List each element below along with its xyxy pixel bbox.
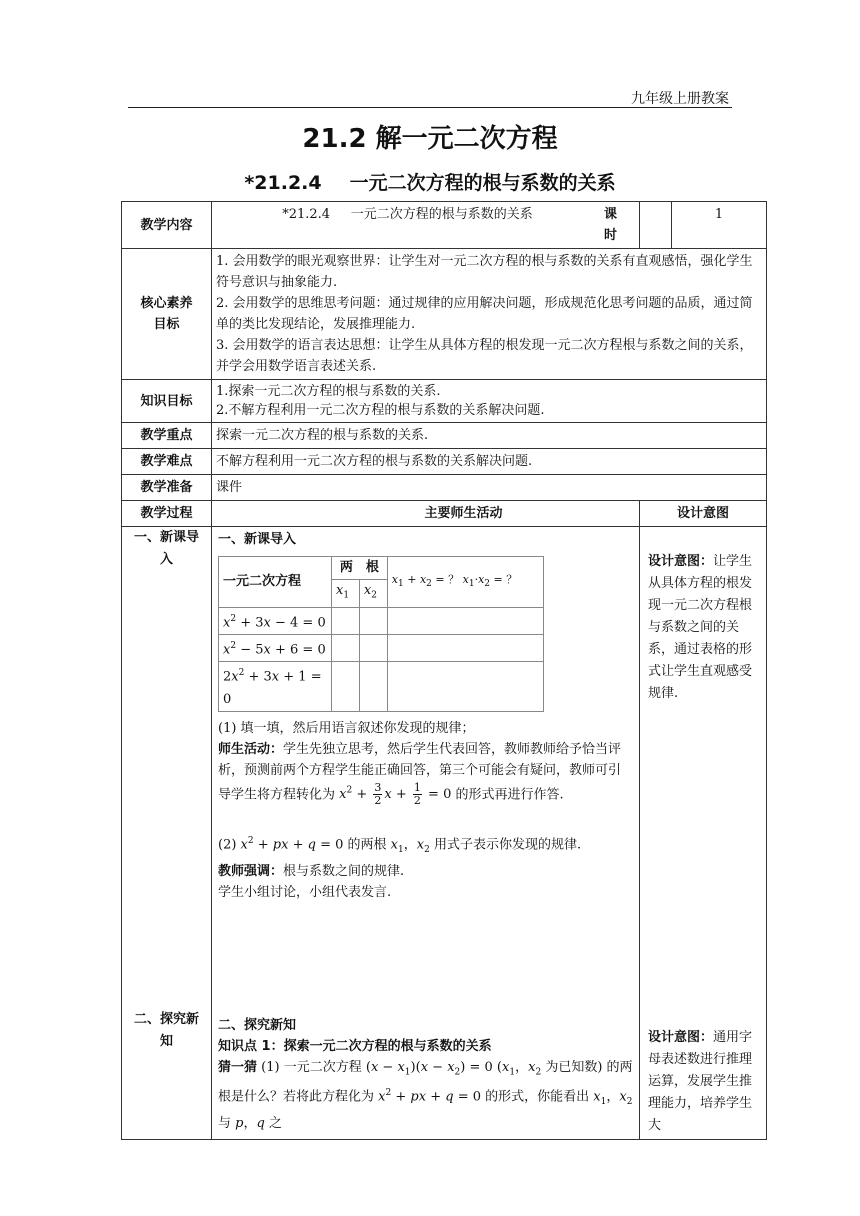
process-label: 教学过程 bbox=[122, 501, 212, 527]
section1-intent: 设计意图：让学生从具体方程的根发现一元二次方程根与系数之间的关系，通过表格的形式让学生直观感受规律. bbox=[648, 554, 753, 701]
page-title: 21.2 解一元二次方程 bbox=[302, 124, 558, 154]
intent-content bbox=[640, 527, 767, 1140]
intent-header: 设计意图 bbox=[640, 501, 767, 527]
cell-x1[interactable] bbox=[332, 634, 360, 661]
activity-paragraph: 师生活动：学生先独立思考，然后学生代表回答，教师教师给予恰当评析，预测前两个方程学生能正确回答，第三个可能会有疑问，教师可引导学生将方程转化为 $x^2$ + $\frac{3}{2}$ x + $\frac{1}{2}$ = 0 的形式再进行作答. bbox=[218, 741, 622, 807]
cell-x2[interactable] bbox=[359, 607, 387, 634]
key-content: 探索一元二次方程的根与系数的关系. bbox=[212, 423, 767, 449]
table-row: $x^2 - 5x + 6 = 0$ bbox=[219, 634, 332, 661]
section2-label: 二、探究新知 bbox=[133, 1012, 199, 1049]
process-sections bbox=[122, 527, 212, 1140]
section1-label: 一、新课导入 bbox=[133, 530, 199, 567]
section2-intent: 设计意图：通用字母表述数进行推理运算，发展学生推理能力，培养学生大 bbox=[648, 1030, 753, 1133]
content-value: *21.2.4 一元二次方程的根与系数的关系 bbox=[212, 202, 640, 249]
difficulty-label: 教学难点 bbox=[122, 449, 212, 475]
activity-header: 主要师生活动 bbox=[212, 501, 640, 527]
guess-paragraph: 猜一猜 (1) 一元二次方程 $(x - x_1)(x - x_2) = 0$ ($x_1$，$x_2$ 为已知数) 的两根是什么？若将此方程化为 $x^2$ + px + q = 0 的形式，你能看出 $x_1$，$x_2$ 与 p，q 之 bbox=[218, 1059, 633, 1132]
question-1: (1) 填一填，然后用语言叙述你发现的规律； bbox=[218, 720, 475, 736]
page-subtitle bbox=[0, 168, 860, 195]
period-label: 课时 bbox=[595, 202, 627, 249]
subtitle-number: *21.2.4 bbox=[244, 172, 322, 194]
cell-x1[interactable] bbox=[332, 662, 360, 711]
core-label: 核心素养 目标 bbox=[122, 249, 212, 380]
core-item: 1. 会用数学的眼光观察世界：让学生对一元二次方程的根与系数的关系有直观感悟，强化学生符号意识与抽象能力. bbox=[216, 254, 753, 290]
difficulty-content: 不解方程利用一元二次方程的根与系数的关系解决问题. bbox=[212, 449, 767, 475]
lesson-plan-table bbox=[121, 201, 767, 1140]
table-row: $x^2 + 3x - 4 = 0$ bbox=[219, 607, 332, 634]
activity-content bbox=[212, 527, 640, 1140]
cell-x2[interactable] bbox=[359, 662, 387, 711]
core-content bbox=[212, 249, 767, 380]
cell-relation[interactable] bbox=[387, 607, 543, 634]
group-discussion: 学生小组讨论，小组代表发言. bbox=[218, 884, 392, 900]
core-item: 3. 会用数学的语言表达思想：让学生从具体方程的根发现一元二次方程根与系数之间的关系，并学会用数学语言表述关系. bbox=[216, 338, 753, 374]
cell-x2[interactable] bbox=[359, 634, 387, 661]
roots-col-equation: 一元二次方程 bbox=[219, 557, 332, 608]
header-text: 九年级上册教案 bbox=[631, 91, 729, 107]
section1-heading: 一、新课导入 bbox=[218, 532, 297, 547]
cell-x1[interactable] bbox=[332, 607, 360, 634]
teacher-emphasis: 教师强调：根与系数之间的规律. bbox=[218, 863, 405, 879]
table-row: $2x^2 + 3x + 1 = 0$ bbox=[219, 662, 332, 711]
roots-col-x2: $x_2$ bbox=[359, 580, 387, 608]
header-rule bbox=[128, 107, 732, 108]
cell-relation[interactable] bbox=[387, 634, 543, 661]
prep-content: 课件 bbox=[212, 475, 767, 501]
period-value: 1 bbox=[672, 202, 767, 249]
knowledge-content bbox=[212, 380, 767, 423]
prep-label: 教学准备 bbox=[122, 475, 212, 501]
core-item: 2. 会用数学的思维思考问题：通过规律的应用解决问题，形成规范化思考问题的品质，通过简单的类比发现结论，发展推理能力. bbox=[216, 296, 753, 332]
knowledge-point-1: 知识点 1：探索一元二次方程的根与系数的关系 bbox=[218, 1038, 492, 1054]
roots-col-relation: $x_1 + x_2$ = ？ $x_1\cdot x_2$ = ？ bbox=[387, 557, 543, 608]
key-label: 教学重点 bbox=[122, 423, 212, 449]
cell-relation[interactable] bbox=[387, 662, 543, 711]
question-2: (2) $x^2$ + px + q = 0 的两根 $x_1$，$x_2$ 用式子表示你发现的规律. bbox=[218, 835, 582, 855]
knowledge-item: 1.探索一元二次方程的根与系数的关系. bbox=[216, 384, 441, 399]
subtitle-text: 一元二次方程的根与系数的关系 bbox=[349, 172, 616, 194]
section2-heading: 二、探究新知 bbox=[218, 1017, 297, 1033]
roots-col-roots: 两 根 bbox=[332, 557, 388, 580]
content-label: 教学内容 bbox=[122, 202, 212, 249]
roots-col-x1: $x_1$ bbox=[332, 580, 360, 608]
knowledge-label: 知识目标 bbox=[122, 380, 212, 423]
roots-table bbox=[218, 556, 544, 712]
knowledge-item: 2.不解方程利用一元二次方程的根与系数的关系解决问题. bbox=[216, 403, 545, 418]
